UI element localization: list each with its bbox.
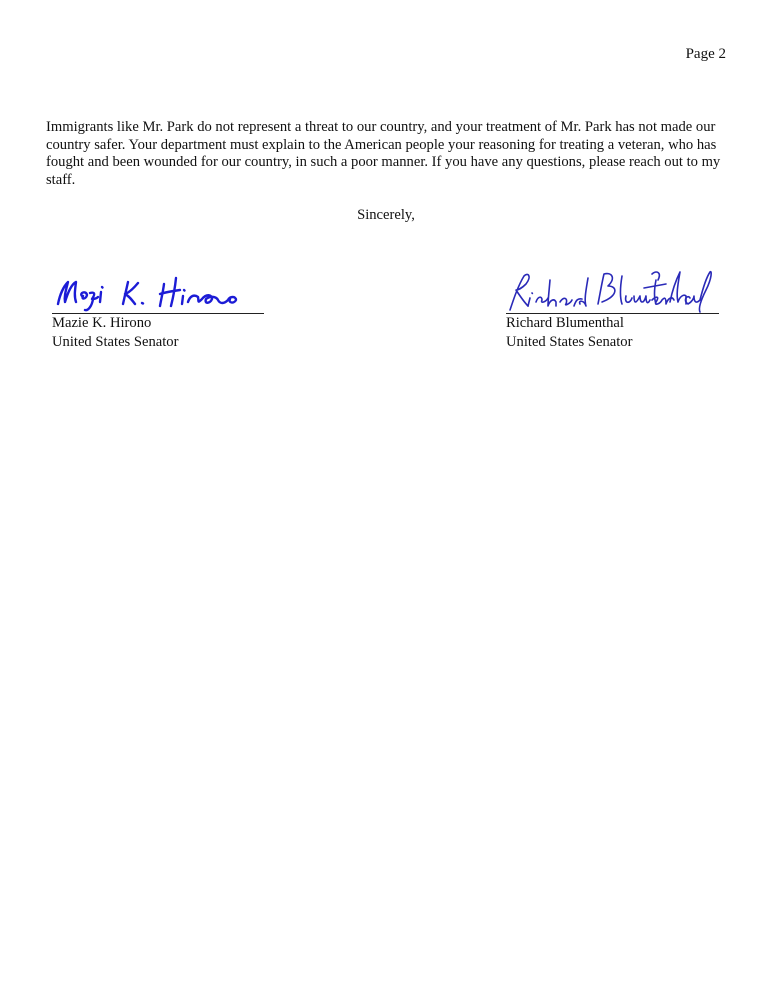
- signer-title-hirono: United States Senator: [52, 334, 179, 350]
- signer-title-blumenthal: United States Senator: [506, 334, 633, 350]
- signature-line-hirono: [52, 313, 264, 314]
- signer-name-hirono: Mazie K. Hirono: [52, 315, 152, 331]
- signature-line-blumenthal: [506, 313, 719, 314]
- letter-body-paragraph: Immigrants like Mr. Park do not represent a threat to our country, and your treatment of Mr. Park has not made our country safer. Your department must explain to the American people your reasoning for treating a veteran, who has fought and been wounded for our country, in such a poor manner. If you have any questions, please reach out to my staff.: [46, 119, 721, 188]
- page-number: Page 2: [685, 46, 726, 62]
- signature-hirono-image: [52, 266, 267, 314]
- closing-salutation: Sincerely,: [357, 207, 415, 223]
- signature-blumenthal-image: [506, 266, 721, 316]
- signer-name-blumenthal: Richard Blumenthal: [506, 315, 624, 331]
